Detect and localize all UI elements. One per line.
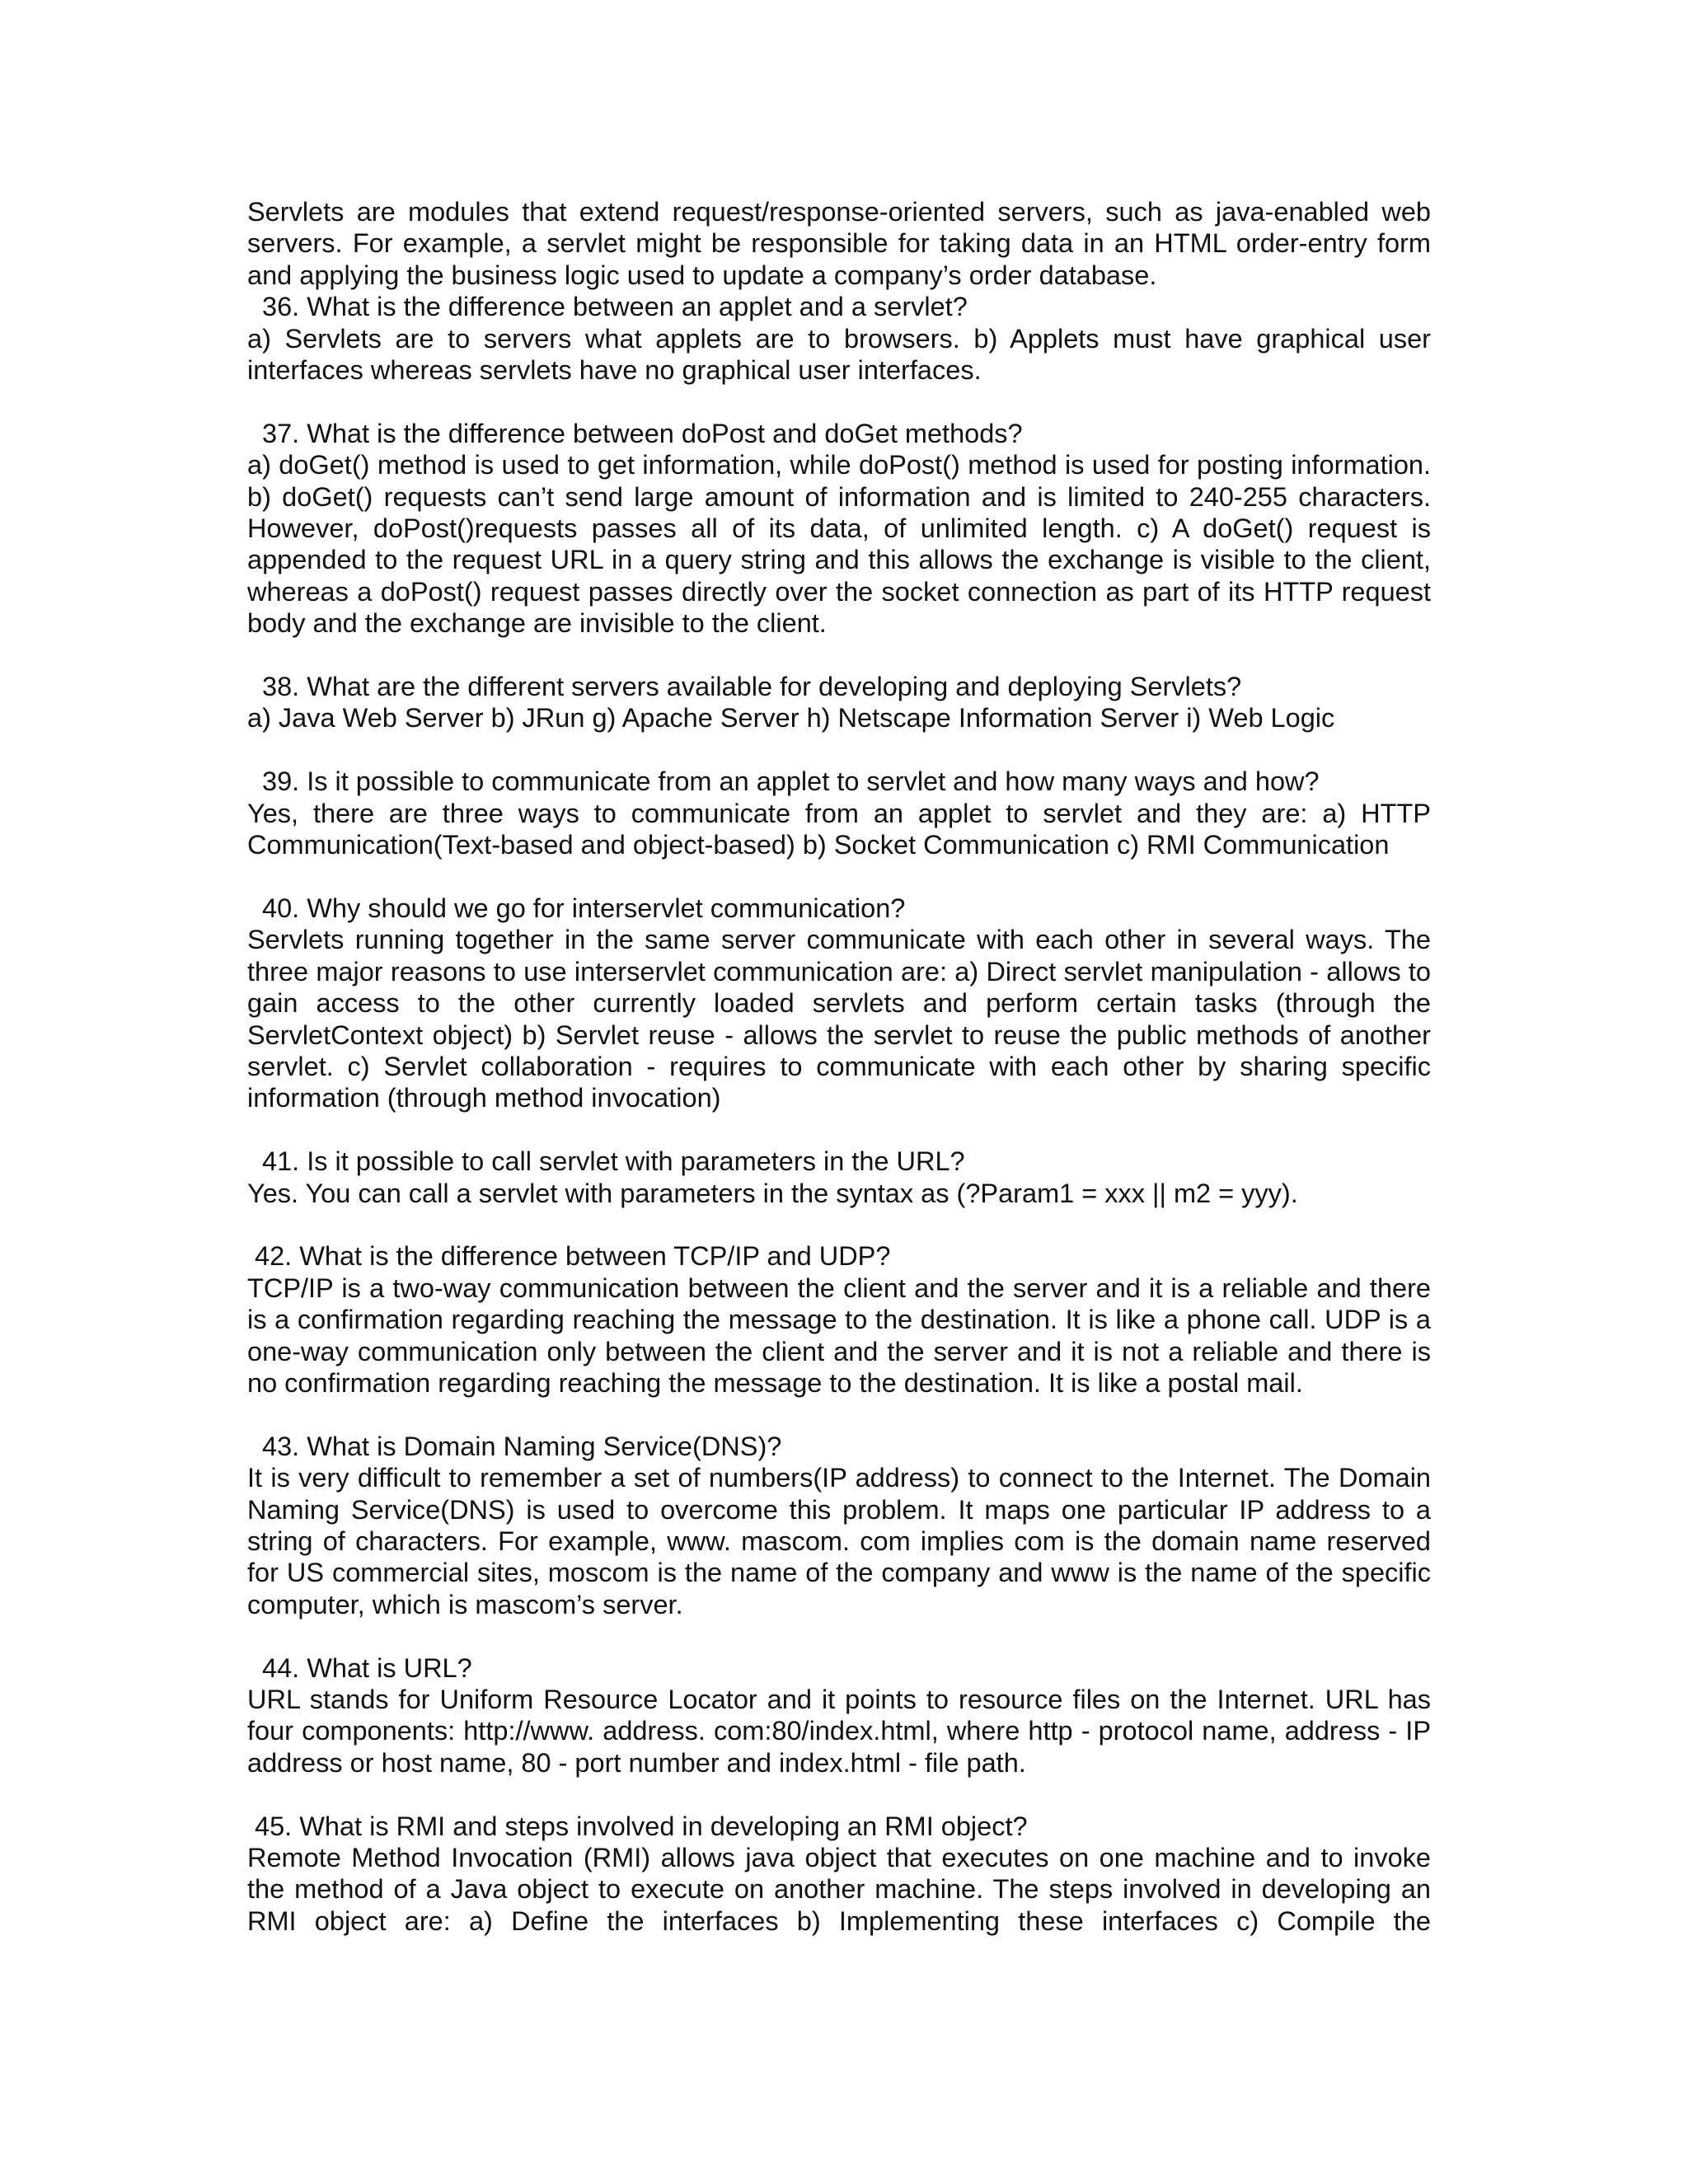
answer-39: Yes, there are three ways to communicate from an applet to servlet and they are: a) HTTP Communication(Text-based and object-based) b) Socket Communication c) RMI Communication [247, 798, 1431, 860]
answer-42: TCP/IP is a two-way communication between the client and the server and it is a reliable and there is a confirmation regarding reaching the message to the destination. It is like a phone call. UDP is a one-way communication only between the client and the server and it is not a reliable and there is no confirmation regarding reaching the message to the destination. It is like a postal mail. [247, 1272, 1431, 1398]
question-36: 36. What is the difference between an applet and a servlet? [262, 292, 968, 322]
answer-36: a) Servlets are to servers what applets are to browsers. b) Applets must have graphical user interfaces whereas servlets have no graphical user interfaces. [247, 323, 1431, 386]
question-38: 38. What are the different servers available for developing and deploying Servlets? [262, 672, 1242, 702]
answer-41: Yes. You can call a servlet with parameters in the syntax as (?Param1 = xxx || m2 = yyy). [247, 1178, 1298, 1208]
question-39: 39. Is it possible to communicate from an applet to servlet and how many ways and how? [262, 766, 1320, 797]
intro-paragraph: Servlets are modules that extend request/response-oriented servers, such as java-enabled web servers. For example, a servlet might be responsible for taking data in an HTML order-entry form and applying the business logic used to update a company’s order database. [247, 197, 1431, 290]
question-43: 43. What is Domain Naming Service(DNS)? [262, 1431, 782, 1461]
question-37: 37. What is the difference between doPost and doGet methods? [262, 418, 1023, 448]
answer-38: a) Java Web Server b) JRun g) Apache Server h) Netscape Information Server i) Web Logic [247, 703, 1335, 733]
question-41: 41. Is it possible to call servlet with parameters in the URL? [262, 1146, 965, 1177]
question-45: 45. What is RMI and steps involved in developing an RMI object? [255, 1811, 1028, 1841]
question-40: 40. Why should we go for interservlet communication? [262, 893, 906, 923]
answer-45: Remote Method Invocation (RMI) allows java object that executes on one machine and to invoke the method of a Java object to execute on another machine. The steps involved in developing an RMI object are: a) Define the interfaces b) Implementing these interfaces c) Compile the [247, 1842, 1431, 1936]
question-44: 44. What is URL? [262, 1652, 472, 1683]
answer-40: Servlets running together in the same server communicate with each other in several ways. The three major reasons to use interservlet communication are: a) Direct servlet manipulation - allows to gain access to the other currently loaded servlets and perform certain tasks (through the ServletContext object) b) Servlet reuse - allows the servlet to reuse the public methods of another servlet. c) Servlet collaboration - requires to communicate with each other by sharing specific information (through method invocation) [247, 925, 1431, 1113]
question-42: 42. What is the difference between TCP/IP and UDP? [255, 1241, 891, 1272]
answer-37: a) doGet() method is used to get information, while doPost() method is used for posting information. b) doGet() requests can’t send large amount of information and is limited to 240-255 characters. However, doPost()requests passes all of its data, of unlimited length. c) A doGet() request is appended to the request URL in a query string and this allows the exchange is visible to the client, whereas a doPost() request passes directly over the socket connection as part of its HTTP request body and the exchange are invisible to the client. [247, 450, 1431, 639]
answer-43: It is very difficult to remember a set of numbers(IP address) to connect to the Internet. The Domain Naming Service(DNS) is used to overcome this problem. It maps one particular IP address to a string of characters. For example, www. mascom. com implies com is the domain name reserved for US commercial sites, moscom is the name of the company and www is the name of the specific computer, which is mascom’s server. [247, 1463, 1431, 1619]
answer-44: URL stands for Uniform Resource Locator and it points to resource files on the Internet. URL has four components: http://www. address. com:80/index.html, where http - protocol name, address - IP address or host name, 80 - port number and index.html - file path. [247, 1684, 1431, 1778]
document-page [247, 196, 1431, 1937]
